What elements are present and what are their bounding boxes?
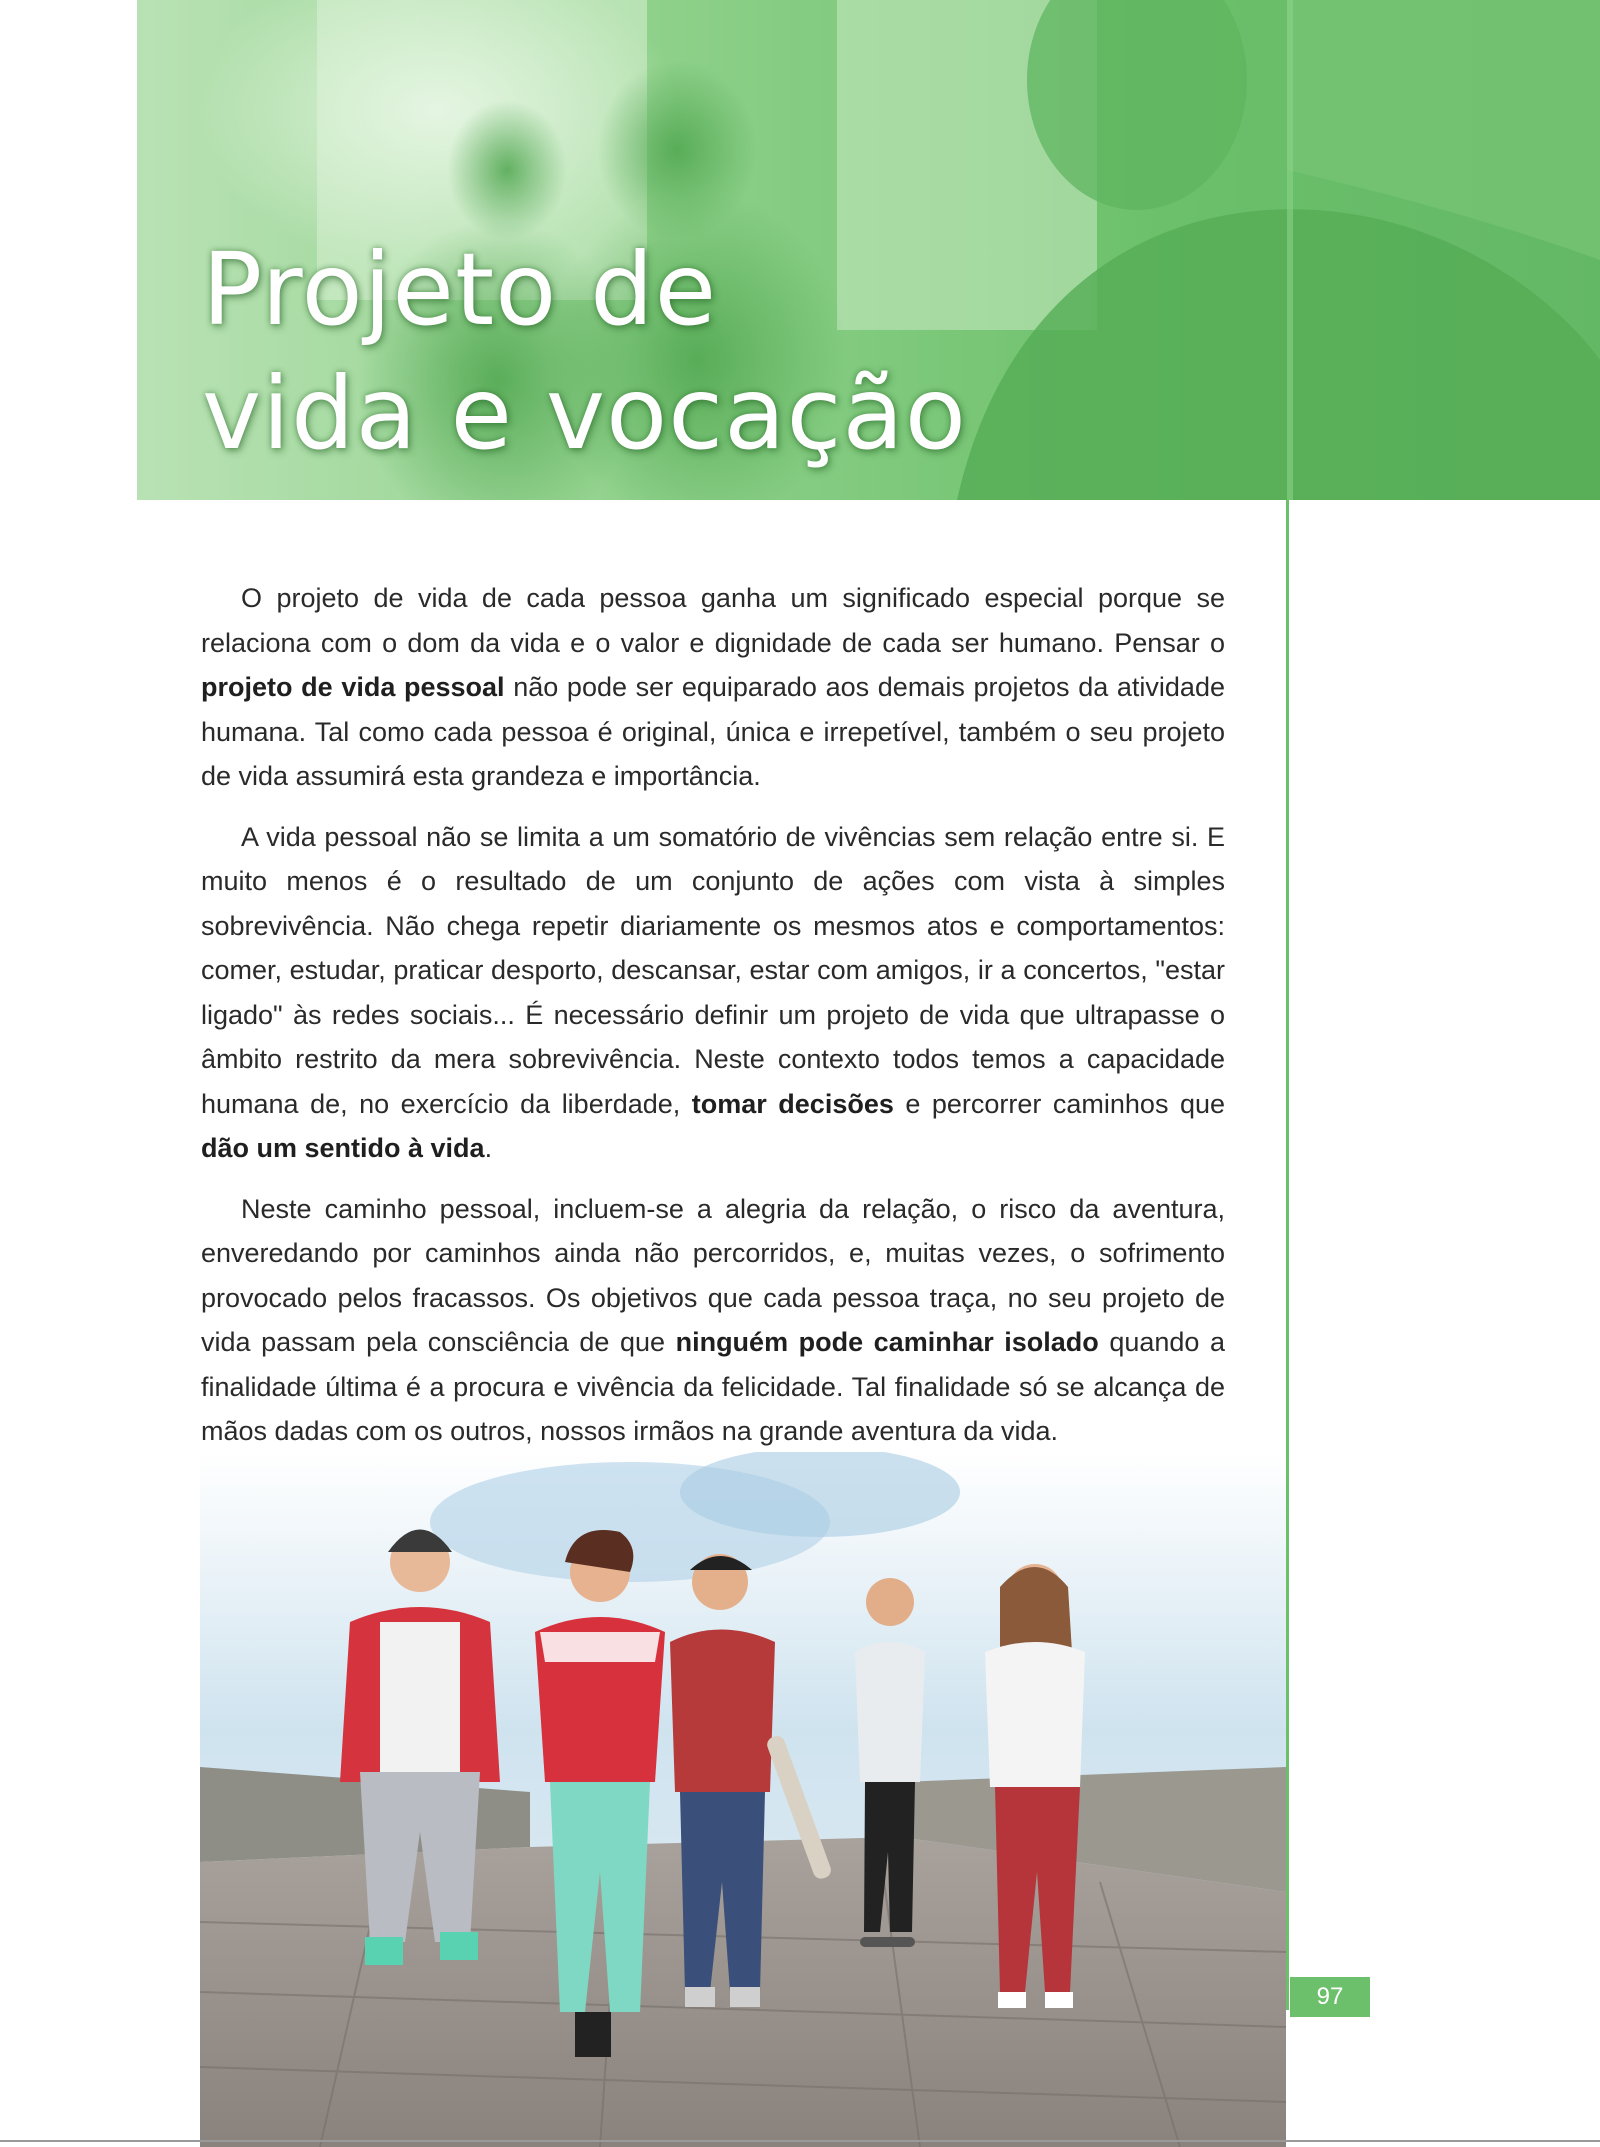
bottom-edge-rule <box>0 2140 1600 2142</box>
page-title-line-1: Projeto de <box>202 231 718 348</box>
teenagers-photo <box>200 1452 1286 2147</box>
paragraph-2-text-e: . <box>484 1133 493 1163</box>
page-title-line-2: vida e vocação <box>202 355 967 472</box>
paragraph-1 <box>201 576 1225 799</box>
paragraph-1-text-a: O projeto de vida de cada pessoa ganha um significado especial porque se relaciona com o dom da vida e o valor e dignidade de cada ser humano. Pensar o <box>201 583 1225 658</box>
right-margin-rule <box>1286 500 1289 2010</box>
paragraph-2-emphasis-1: tomar decisões <box>691 1088 894 1119</box>
header-banner <box>137 0 1600 500</box>
page-title <box>202 228 967 476</box>
paragraph-2 <box>201 815 1225 1171</box>
paragraph-3 <box>201 1187 1225 1454</box>
paragraph-2-emphasis-2: dão um sentido à vida <box>201 1133 485 1163</box>
paragraph-3-text-c: quando a finalidade última é a procura e vivência da felicidade. Tal finalidade só se alcança de mãos dadas com os outros, nossos irmãos na grande aventura da vida. <box>201 1327 1225 1446</box>
paragraph-3-emphasis: ninguém pode caminhar isolado <box>675 1327 1099 1357</box>
page-number: 97 <box>1290 1977 1370 2017</box>
paragraph-1-emphasis: projeto de vida pessoal <box>201 672 505 702</box>
paragraph-2-text-c: e percorrer caminhos que <box>893 1088 1225 1119</box>
body-text <box>201 576 1225 1470</box>
paragraph-2-text-a: A vida pessoal não se limita a um somatório de vivências sem relação entre si. E muito menos é o resultado de um conjunto de ações com vista à simples sobrevivência. Não chega repetir diariamente os mesmos atos e comportamentos: comer, estudar, praticar desporto, descansar, estar com amigos, ir a concertos, "estar ligado" às redes sociais... É necessário definir um projeto de vida que ultrapasse o âmbito restrito da mera sobrevivência. Neste contexto todos temos a capacidade humana de, no exercício da liberdade, <box>201 821 1225 1119</box>
paragraph-1-text-c: não pode ser equiparado aos demais projetos da atividade humana. Tal como cada pessoa é original, única e irrepetível, também o seu projeto de vida assumirá esta grandeza e importância. <box>201 672 1225 791</box>
paragraph-3-text-a: Neste caminho pessoal, incluem-se a alegria da relação, o risco da aventura, enveredando por caminhos ainda não percorridos, e, muitas vezes, o sofrimento provocado pelos fracassos. Os objetivos que cada pessoa traça, no seu projeto de vida passam pela consciência de que <box>201 1193 1225 1357</box>
